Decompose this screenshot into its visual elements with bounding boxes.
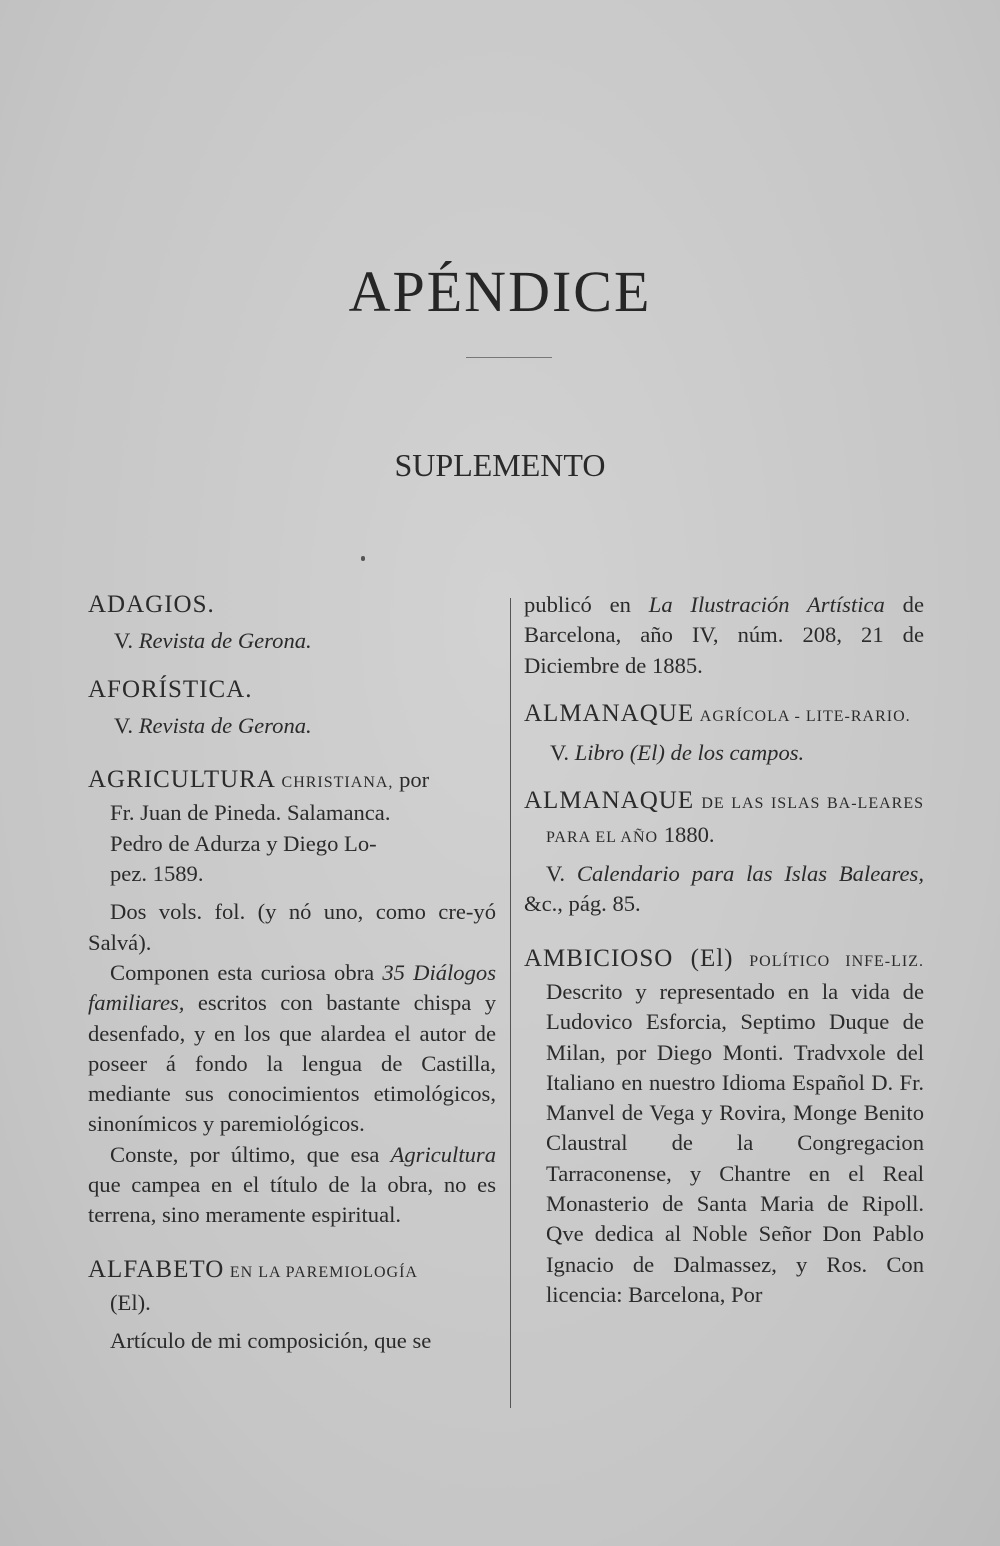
entry-reference-almanaque-baleares: V. Calendario para las Islas Baleares, &c., pág. 85. (524, 861, 924, 917)
entry-heading-almanaque-agricola: ALMANAQUE AGRÍCOLA - LITE-RARIO. (524, 699, 911, 727)
section-subtitle: SUPLEMENTO (394, 447, 606, 483)
right-column (524, 590, 924, 1310)
entry-text-alfabeto: Artículo de mi composición, que se (110, 1328, 432, 1354)
page-title: APÉNDICE (348, 259, 652, 324)
entry-text-alfabeto-continued: publicó en La Ilustración Artística de Barcelona, año IV, núm. 208, 21 de Diciembre de 1885. (524, 592, 924, 678)
entry-text-agricultura-1: Dos vols. fol. (y nó uno, como cre-yó Salvá). (88, 899, 496, 955)
entry-heading-almanaque-baleares: ALMANAQUE DE LAS ISLAS BA-LEARES PARA EL AÑO 1880. (524, 787, 924, 847)
entry-text-agricultura-2: Componen esta curiosa obra 35 Diálogos familiares, escritos con bastante chispa y desenfado, y en los que alardea el autor de poseer á fondo la lengua de Castilla, mediante sus conocimientos etimológicos, sinonímicos y paremiológicos. (88, 959, 496, 1137)
entry-reference-adagios: V. Revista de Gerona. (114, 628, 312, 654)
ornament-dot (361, 556, 365, 561)
title-divider (466, 357, 552, 358)
entry-heading-adagios: ADAGIOS. (88, 591, 215, 618)
entry-ambicioso: AMBICIOSO (El) POLÍTICO INFE-LIZ. Descrito y representado en la vida de Ludovico Esforcia, Septimo Duque de Milan, por Diego Monti. Tradvxole del Italiano en nuestro Idioma Español D. Fr. Manvel de Vega y Rovira, Monge Benito Claustral de la Congregacion Tarraconense, y Chantre en el Real Monasterio de Santa Maria de Ripoll. Qve dedica al Noble Señor Don Pablo Ignacio de Dalmassez, y Ros. Con licencia: Barcelona, Por (524, 944, 924, 1307)
entry-reference-aforistica: V. Revista de Gerona. (114, 712, 312, 738)
left-column (88, 590, 496, 1357)
entry-heading-agricultura: AGRICULTURA CHRISTIANA, por Fr. Juan de Pineda. Salamanca. Pedro de Adurza y Diego Lo- pez. 1589. (88, 766, 430, 887)
entry-heading-alfabeto: ALFABETO EN LA PAREMIOLOGÍA (El). (88, 1255, 418, 1315)
entry-reference-almanaque-agricola: V. Libro (El) de los campos. (550, 740, 805, 766)
column-divider (510, 598, 511, 1408)
entry-text-agricultura-3: Conste, por último, que esa Agricultura que campea en el título de la obra, no es terrena, sino meramente espiritual. (88, 1141, 496, 1228)
entry-heading-aforistica: AFORÍSTICA. (88, 675, 253, 703)
